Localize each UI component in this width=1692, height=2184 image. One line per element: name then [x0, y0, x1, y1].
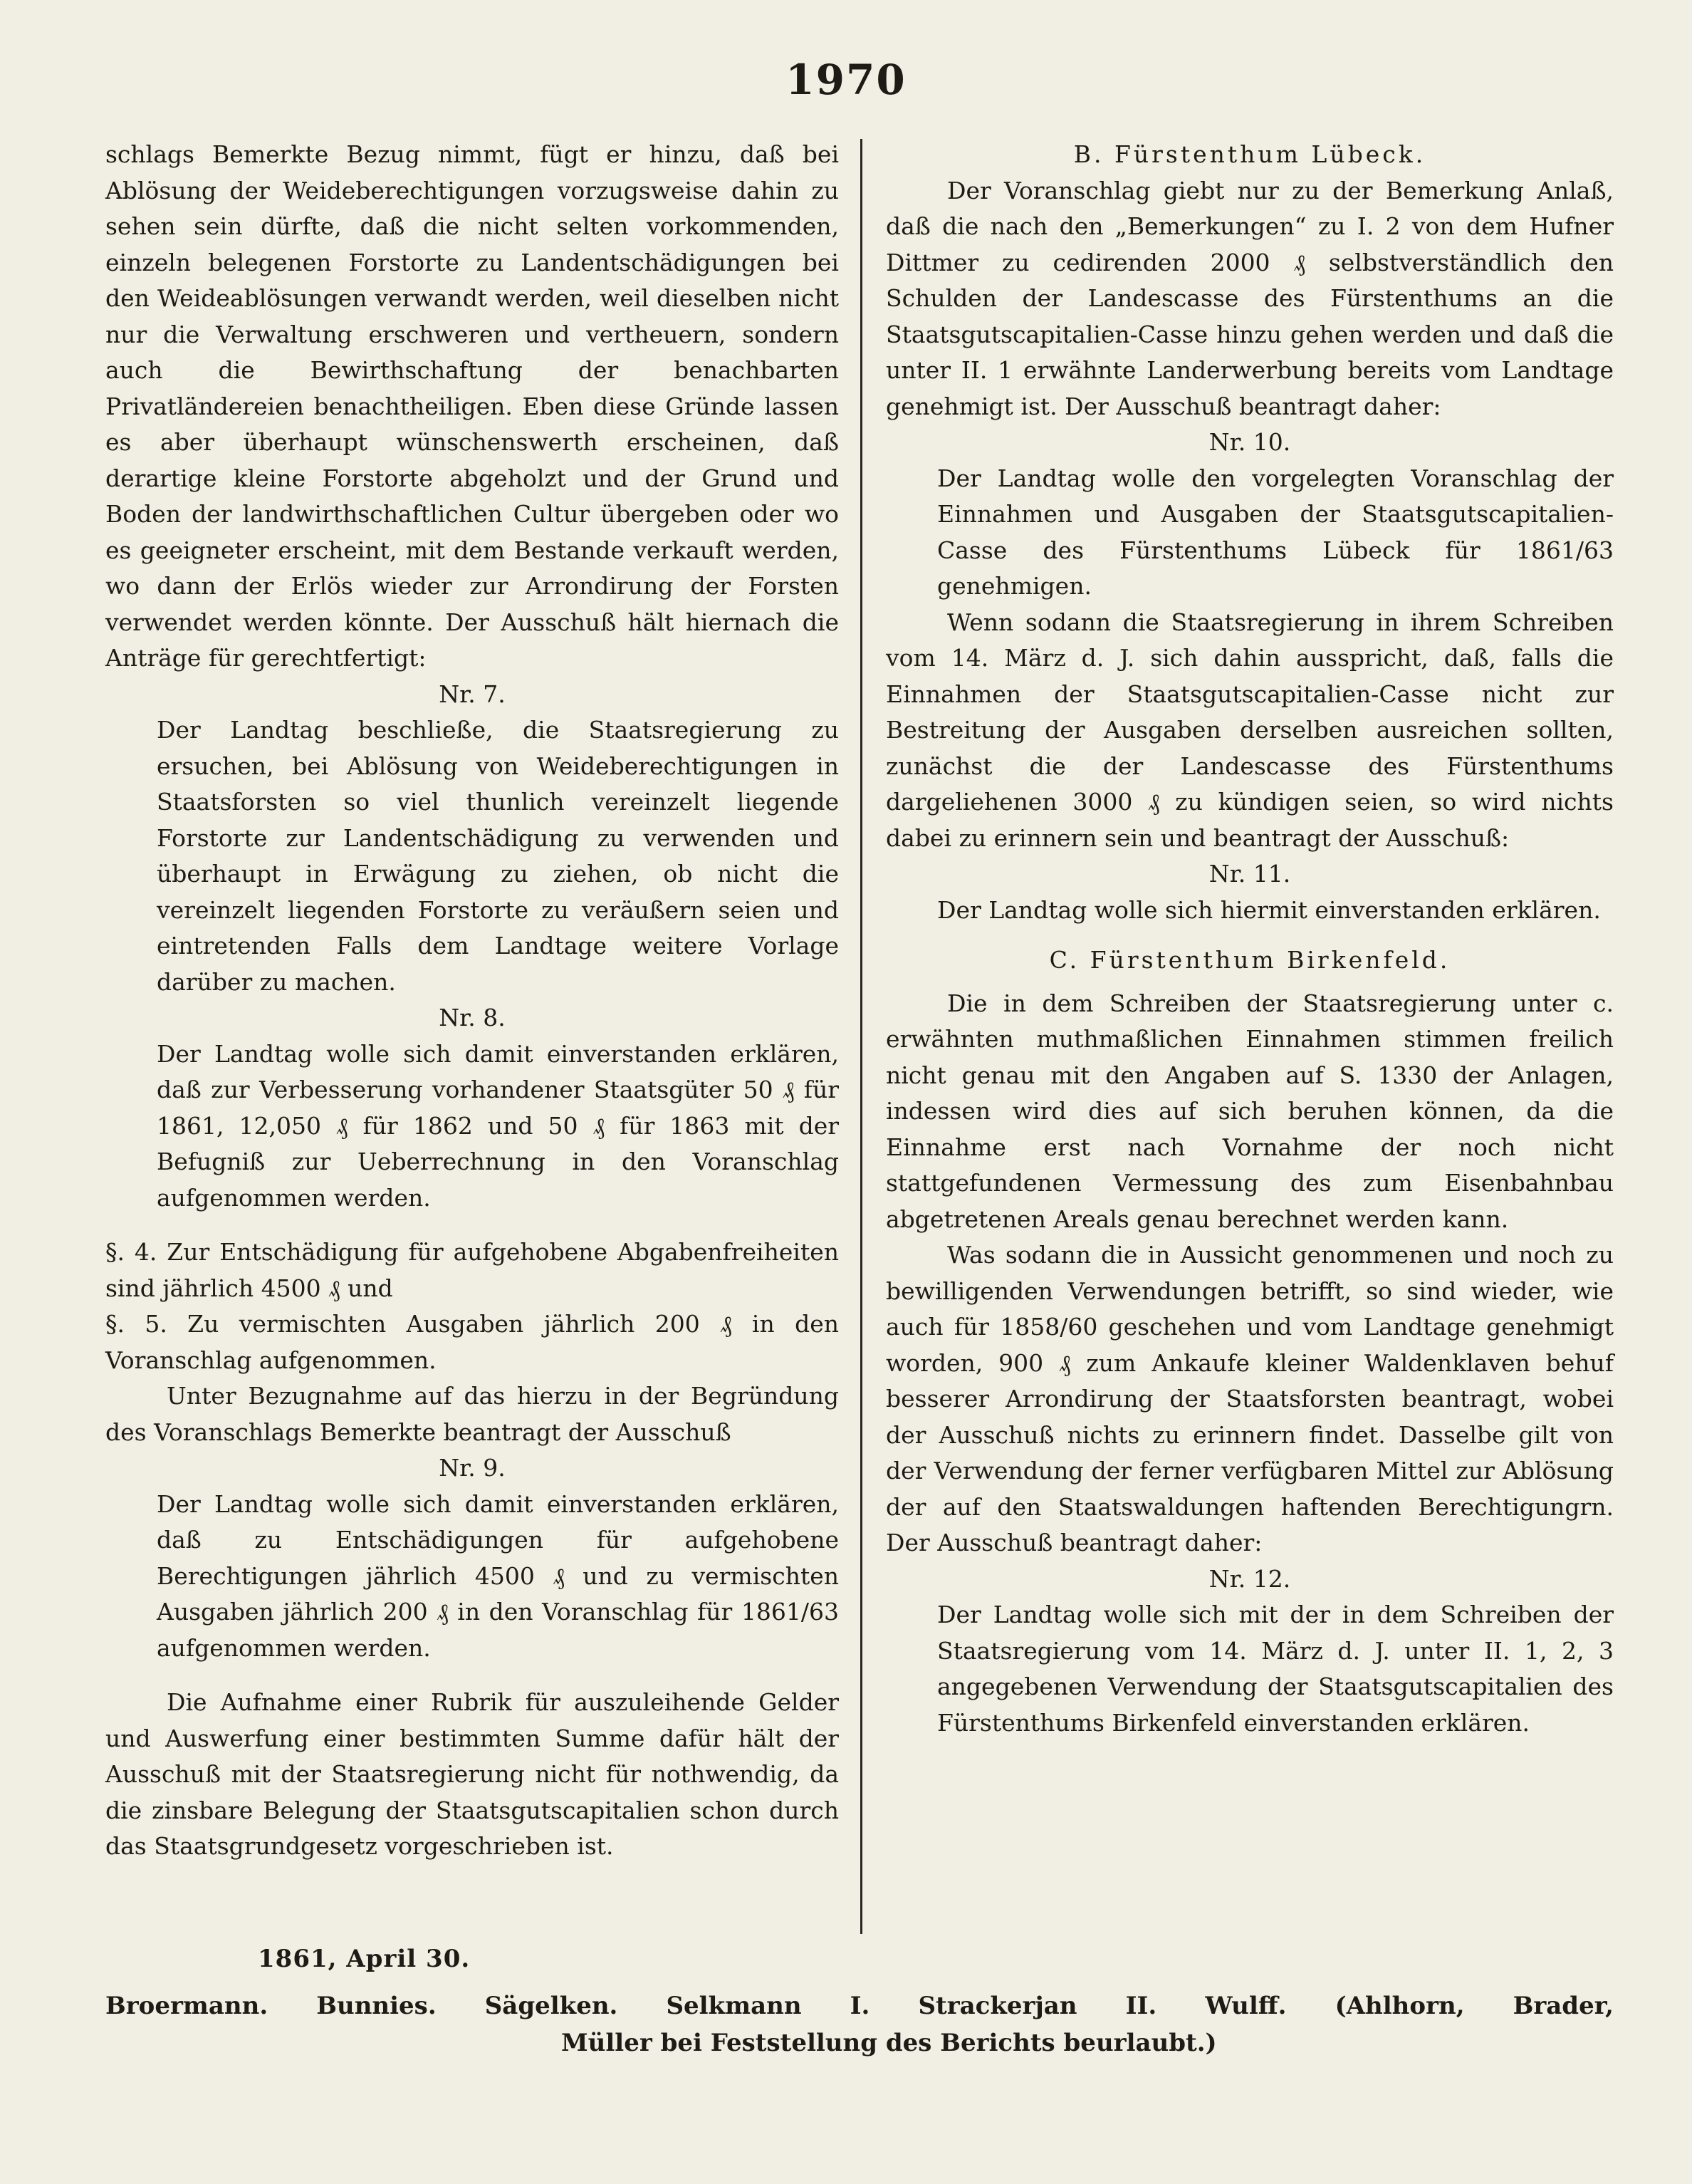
motion-heading-nr9: Nr. 9. — [439, 1454, 506, 1482]
paragraph-aufnahme: Die Aufnahme einer Rubrik für auszuleihende Gelder und Auswerfung einer bestimmten Summe dafür hält der Ausschuß mit der Staatsregierung nicht für nothwendig, da die zinsbare Belegung der Staatsgutscapitalien schon durch das Staatsgrundgesetz vorgeschrieben ist. — [105, 1688, 839, 1860]
signature-block — [105, 1987, 1614, 2061]
signature-line-2: Müller bei Feststellung des Berichts beurlaubt.) — [561, 2029, 1217, 2057]
section-heading-luebeck: B. Fürstenthum Lübeck. — [1073, 140, 1426, 168]
motion-text-nr7: Der Landtag beschließe, die Staatsregierung zu ersuchen, bei Ablösung von Weideberechtigungen in Staatsforsten so viel thunlich vereinzelt liegende Forstorte zur Landentschädigung zu verwenden und überhaupt in Erwägung zu ziehen, ob nicht die vereinzelt liegenden Forstorte zu veräußern seien und eintretenden Falls dem Landtage weitere Vorlage darüber zu machen. — [157, 716, 839, 996]
motion-heading-nr11: Nr. 11. — [1208, 860, 1291, 888]
column-divider — [860, 139, 862, 1934]
motion-text-nr11: Der Landtag wolle sich hiermit einverstanden erklären. — [937, 895, 1601, 924]
motion-text-nr9: Der Landtag wolle sich damit einverstanden erklären, daß zu Entschädigungen für aufgehobene Berechtigungen jährlich 4500 ₰ und zu vermischten Ausgaben jährlich 200 ₰ in den Voranschlag für 1861/63 aufgenommen werden. — [157, 1489, 839, 1662]
right-column — [886, 137, 1614, 1741]
document-date: 1861, April 30. — [258, 1945, 471, 1973]
motion-text-nr10: Der Landtag wolle den vorgelegten Voranschlag der Einnahmen und Ausgaben der Staatsgutscapitalien-Casse des Fürstenthums Lübeck für 1861/63 genehmigen. — [937, 464, 1614, 600]
page-number: 1970 — [785, 56, 907, 104]
motion-text-nr8: Der Landtag wolle sich damit einverstanden erklären, daß zur Verbesserung vorhandener Staatsgüter 50 ₰ für 1861, 12,050 ₰ für 1862 und 50 ₰ für 1863 mit der Befugniß zur Ueberrechnung in den Voranschlag aufgenommen werden. — [157, 1039, 839, 1212]
signature-line-1: Broermann. Bunnies. Sägelken. Selkmann I. Strackerjan II. Wulff. (Ahlhorn, Brader, — [105, 1992, 1614, 2020]
motion-heading-nr12: Nr. 12. — [1208, 1564, 1291, 1593]
section-paragraph-5: §. 5. Zu vermischten Ausgaben jährlich 200 ₰ in den Voranschlag aufgenommen. — [105, 1310, 839, 1374]
motion-heading-nr8: Nr. 8. — [439, 1004, 506, 1031]
left-column — [105, 137, 839, 1865]
motion-text-nr12: Der Landtag wolle sich mit der in dem Schreiben der Staatsregierung vom 14. März d. J. unter II. 1, 2, 3 angegebenen Verwendung der Staatsgutscapitalien des Fürstenthums Birkenfeld einverstanden erklären. — [937, 1601, 1614, 1737]
paragraph-luebeck-schreiben: Wenn sodann die Staatsregierung in ihrem Schreiben vom 14. März d. J. sich dahin ausspricht, daß, falls die Einnahmen der Staatsgutscapitalien-Casse nicht zur Bestreitung der Ausgaben derselben ausreichen sollten, zunächst die der Landescasse des Fürstenthums dargeliehenen 3000 ₰ zu kündigen seien, so wird nichts dabei zu erinnern sein und beantragt der Ausschuß: — [886, 608, 1614, 852]
section-heading-birkenfeld: C. Fürstenthum Birkenfeld. — [1049, 946, 1451, 974]
paragraph-luebeck-voranschlag: Der Voranschlag giebt nur zu der Bemerkung Anlaß, daß die nach den „Bemerkungen“ zu I. 2 von dem Hufner Dittmer zu cedirenden 2000 ₰ selbstverständlich den Schulden der Landescasse des Fürstenthums an die Staatsgutscapitalien-Casse hinzu gehen werden und daß die unter II. 1 erwähnte Landerwerbung bereits vom Landtage genehmigt ist. Der Ausschuß beantragt daher: — [886, 176, 1614, 420]
paragraph-bezugnahme: Unter Bezugnahme auf das hierzu in der Begründung des Voranschlags Bemerkte beantragt der Ausschuß — [105, 1382, 839, 1446]
motion-heading-nr10: Nr. 10. — [1208, 428, 1291, 456]
section-paragraph-4: §. 4. Zur Entschädigung für aufgehobene Abgabenfreiheiten sind jährlich 4500 ₰ und — [105, 1238, 839, 1302]
motion-heading-nr7: Nr. 7. — [439, 680, 506, 708]
paragraph-forstorte: schlags Bemerkte Bezug nimmt, fügt er hinzu, daß bei Ablösung der Weideberechtigungen vorzugsweise dahin zu sehen sein dürfte, daß die nicht selten vorkommenden, einzeln belegenen Forstorte zu Landentschädigungen bei den Weideablösungen verwandt werden, weil dieselben nicht nur die Verwaltung erschweren und vertheuern, sondern auch die Bewirthschaftung der benachbarten Privatländereien benachtheiligen. Eben diese Gründe lassen es aber überhaupt wünschenswerth erscheinen, daß derartige kleine Forstorte abgeholzt und der Grund und Boden der landwirthschaftlichen Cultur übergeben oder wo es geeigneter erscheint, mit dem Bestande verkauft werden, wo dann der Erlös wieder zur Arrondirung der Forsten verwendet werden könnte. Der Ausschuß hält hiernach die Anträge für gerechtfertigt: — [105, 140, 839, 672]
paragraph-birkenfeld-verwendungen: Was sodann die in Aussicht genommenen und noch zu bewilligenden Verwendungen betrifft, so sind wieder, wie auch für 1858/60 geschehen und vom Landtage genehmigt worden, 900 ₰ zum Ankaufe kleiner Waldenklaven behuf besserer Arrondirung der Staatsforsten beantragt, wobei der Ausschuß nichts zu erinnern findet. Dasselbe gilt von der Verwendung der ferner verfügbaren Mittel zur Ablösung der auf den Staatswaldungen haftenden Berechtigungrn. Der Ausschuß beantragt daher: — [886, 1241, 1614, 1556]
paragraph-birkenfeld-einnahmen: Die in dem Schreiben der Staatsregierung unter c. erwähnten muthmaßlichen Einnahmen stimmen freilich nicht genau mit den Angaben auf S. 1330 der Anlagen, indessen wird dies auf sich beruhen können, da die Einnahme erst nach Vornahme der noch nicht stattgefundenen Vermessung des zum Eisenbahnbau abgetretenen Areals genau berechnet werden kann. — [886, 989, 1614, 1233]
